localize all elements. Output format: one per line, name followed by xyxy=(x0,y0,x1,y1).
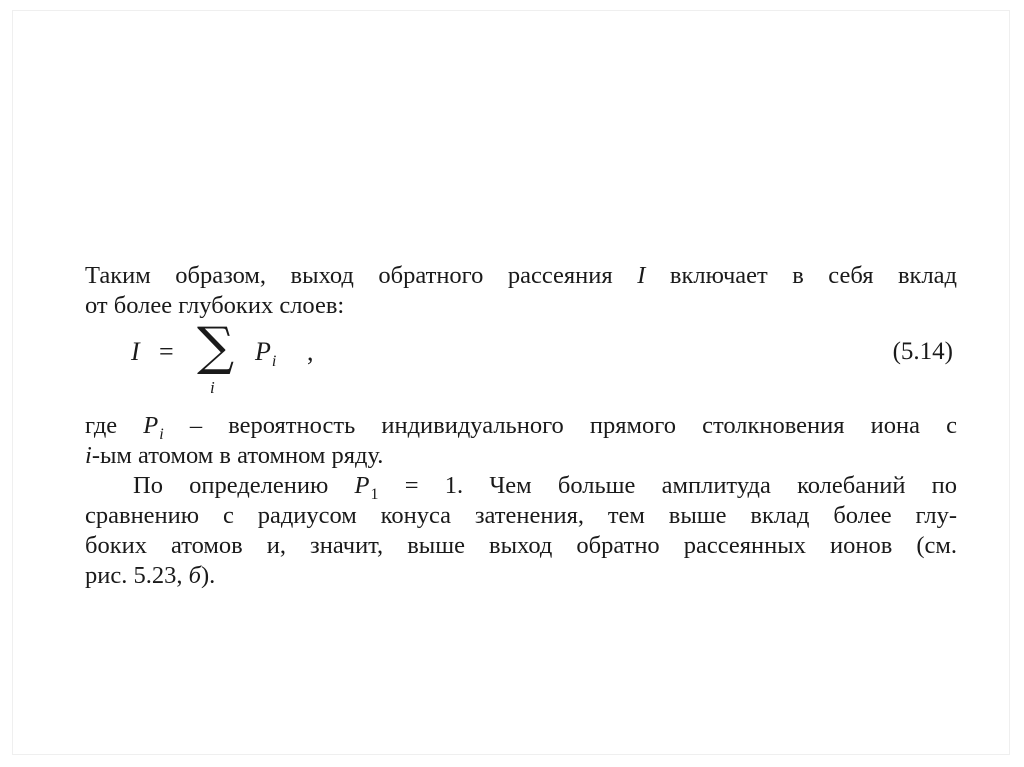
math-variable: б xyxy=(188,562,201,589)
equation-5-14 xyxy=(85,317,957,409)
paragraph-1-line-2: от более глубоких слоев: xyxy=(85,292,345,319)
equation-rhs xyxy=(255,337,276,371)
paragraph-3-line-2: сравнению с радиусом конуса затенения, тем выше вклад более глу- xyxy=(85,502,957,529)
math-variable: P xyxy=(255,337,271,366)
text-segment: где xyxy=(85,412,118,439)
paragraph-3-line-4 xyxy=(85,561,957,591)
summation-index: i xyxy=(210,378,215,397)
document-text xyxy=(85,261,957,591)
text-segment: – вероятность индивидуального прямого столкновения иона с xyxy=(189,412,958,439)
math-subscript: i xyxy=(271,353,277,370)
math-variable: I xyxy=(637,262,646,289)
summation-symbol: ∑ xyxy=(197,317,235,377)
text-segment: = 1. xyxy=(404,472,464,499)
paragraph-3-line-1 xyxy=(85,471,957,501)
math-variable: i xyxy=(85,442,92,469)
text-segment: По определению xyxy=(133,472,329,499)
text-segment: Чем больше амплитуда колебаний по xyxy=(489,472,958,499)
math-variable: P xyxy=(354,472,370,499)
math-subscript: i xyxy=(159,426,164,443)
equals-sign: = xyxy=(159,337,174,366)
equation-number: (5.14) xyxy=(892,338,953,365)
text-segment: Таким образом, выход обратного рассеяния xyxy=(85,262,613,289)
paragraph-1-line-1 xyxy=(85,261,957,291)
text-segment: -ым атомом в атомном ряду. xyxy=(91,442,384,469)
paragraph-2-line-2 xyxy=(85,441,957,471)
text-segment: ). xyxy=(200,562,216,589)
paragraph-2-line-1 xyxy=(85,411,957,441)
math-expression xyxy=(143,412,164,443)
text-segment: включает в себя вклад xyxy=(669,262,958,289)
math-variable: P xyxy=(143,412,159,439)
slide-frame xyxy=(12,10,1010,755)
paragraph-3-line-3: боких атомов и, значит, выше выход обратно рассеянных ионов (см. xyxy=(85,532,957,559)
text-segment: рис. 5.23, xyxy=(85,562,183,589)
math-subscript: 1 xyxy=(370,486,379,503)
equation-lhs: I xyxy=(131,337,140,366)
math-expression xyxy=(354,472,379,503)
equation-comma: , xyxy=(307,337,314,366)
